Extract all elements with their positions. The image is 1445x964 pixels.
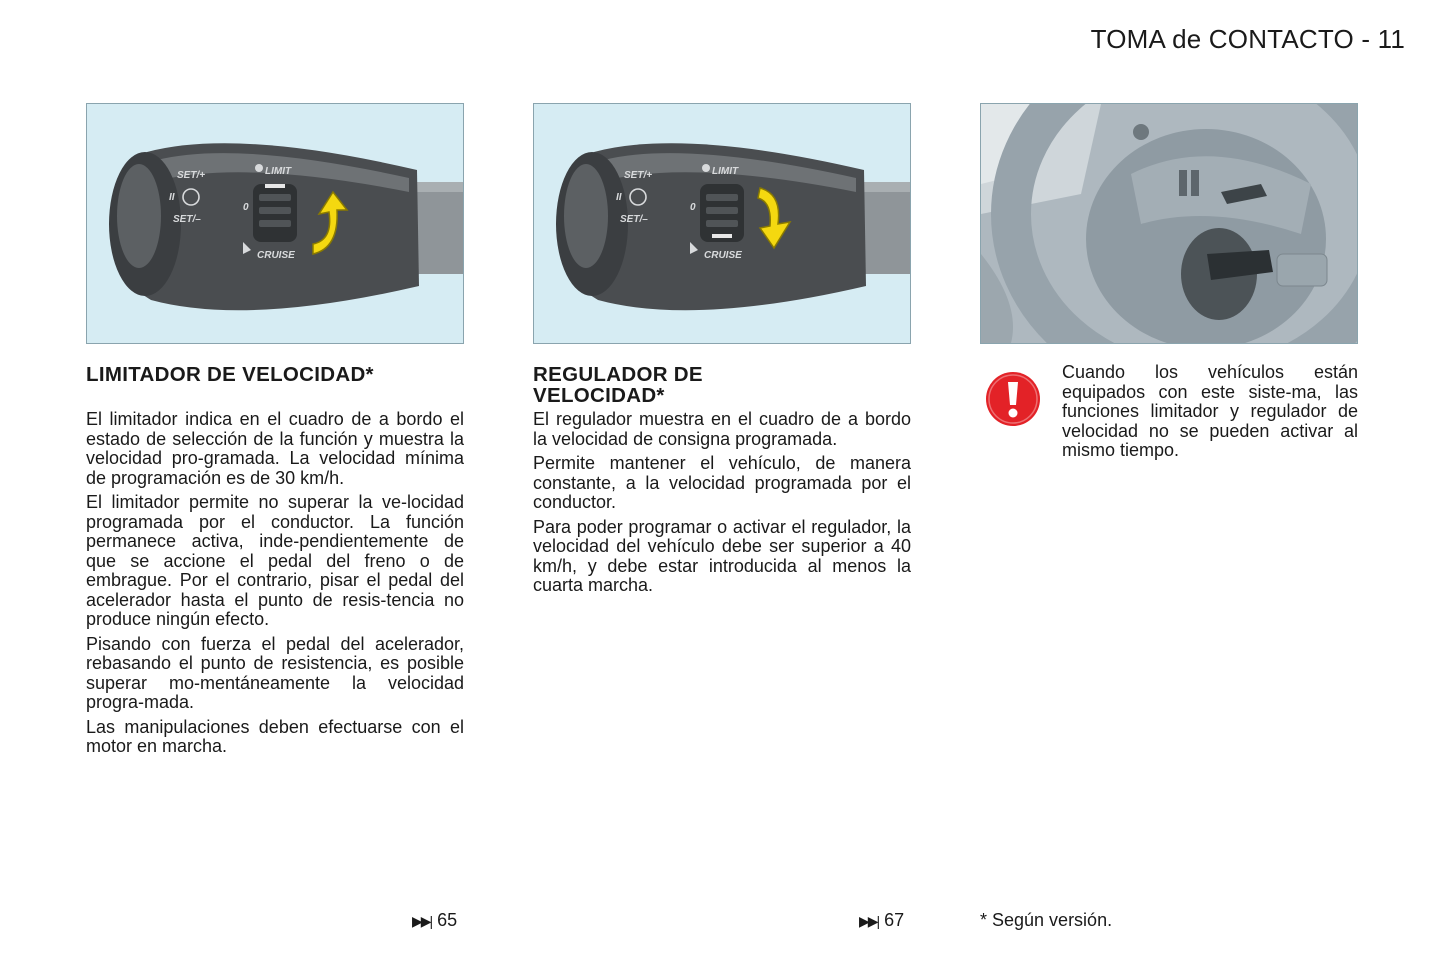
steering-wheel-photo xyxy=(980,103,1358,344)
warning-block xyxy=(980,363,1358,461)
skip-forward-icon: ▶▶| xyxy=(859,913,879,929)
cruise-label: CRUISE xyxy=(257,250,295,261)
paragraph: Pisando con fuerza el pedal del acelerador, rebasando el punto de resistencia, es posible superar mo-mentáneamente la velocidad progra-mada. xyxy=(86,633,464,712)
column-cruise-control xyxy=(533,103,911,601)
paragraph: El limitador indica en el cuadro de a bordo el estado de selección de la función y muestra la velocidad pro-gramada. La velocidad mínima de programación es de 30 km/h. xyxy=(86,409,464,488)
set-minus-label: SET/– xyxy=(620,214,648,225)
set-plus-label: SET/+ xyxy=(624,170,653,181)
page-reference-65[interactable] xyxy=(412,910,457,931)
paragraph: Las manipulaciones deben efectuarse con el motor en marcha. xyxy=(86,716,464,756)
exclamation-circle-icon xyxy=(985,371,1041,427)
paragraph: El limitador permite no superar la ve-locidad programada por el conductor. La función permanece activa, inde-pendientemente de que se accione el pedal del freno o de embrague. Por el contrario, pisar el pedal del acelerador hasta el punto de resis-tencia no produce ningún efecto. xyxy=(86,492,464,629)
pause-label: II xyxy=(616,192,622,203)
limit-label: LIMIT xyxy=(265,166,292,177)
page-reference-number: 67 xyxy=(884,910,905,930)
set-minus-label: SET/– xyxy=(173,214,201,225)
page-header: TOMA de CONTACTO - 11 xyxy=(1090,24,1405,54)
skip-forward-icon: ▶▶| xyxy=(412,913,432,929)
speed-limiter-heading: LIMITADOR DE VELOCIDAD* xyxy=(86,363,374,386)
pause-label: II xyxy=(169,192,175,203)
set-plus-label: SET/+ xyxy=(177,170,206,181)
page-reference-number: 65 xyxy=(437,910,458,930)
footnote: * Según versión. xyxy=(980,910,1113,930)
limit-label: LIMIT xyxy=(712,166,739,177)
speed-limiter-stalk-illustration xyxy=(86,103,464,344)
cruise-label: CRUISE xyxy=(704,250,742,261)
cruise-control-heading: REGULADOR DE VELOCIDAD* xyxy=(533,363,703,407)
paragraph: Permite mantener el vehículo, de manera constante, a la velocidad programada por el conductor. xyxy=(533,453,911,512)
zero-label: 0 xyxy=(243,202,249,213)
zero-label: 0 xyxy=(690,202,696,213)
column-warning xyxy=(980,103,1358,461)
page-reference-67[interactable] xyxy=(859,910,904,931)
column-speed-limiter xyxy=(86,103,464,762)
warning-text: Cuando los vehículos están equipados con este siste-ma, las funciones limitador y regulador de velocidad no se pueden activar al mismo tiempo. xyxy=(1062,362,1358,460)
paragraph: El regulador muestra en el cuadro de a bordo la velocidad de consigna programada. xyxy=(533,409,911,449)
paragraph: Para poder programar o activar el regulador, la velocidad del vehículo debe ser superior a 40 km/h, y debe estar introducida al menos la cuarta marcha. xyxy=(533,516,911,595)
cruise-control-stalk-illustration xyxy=(533,103,911,344)
